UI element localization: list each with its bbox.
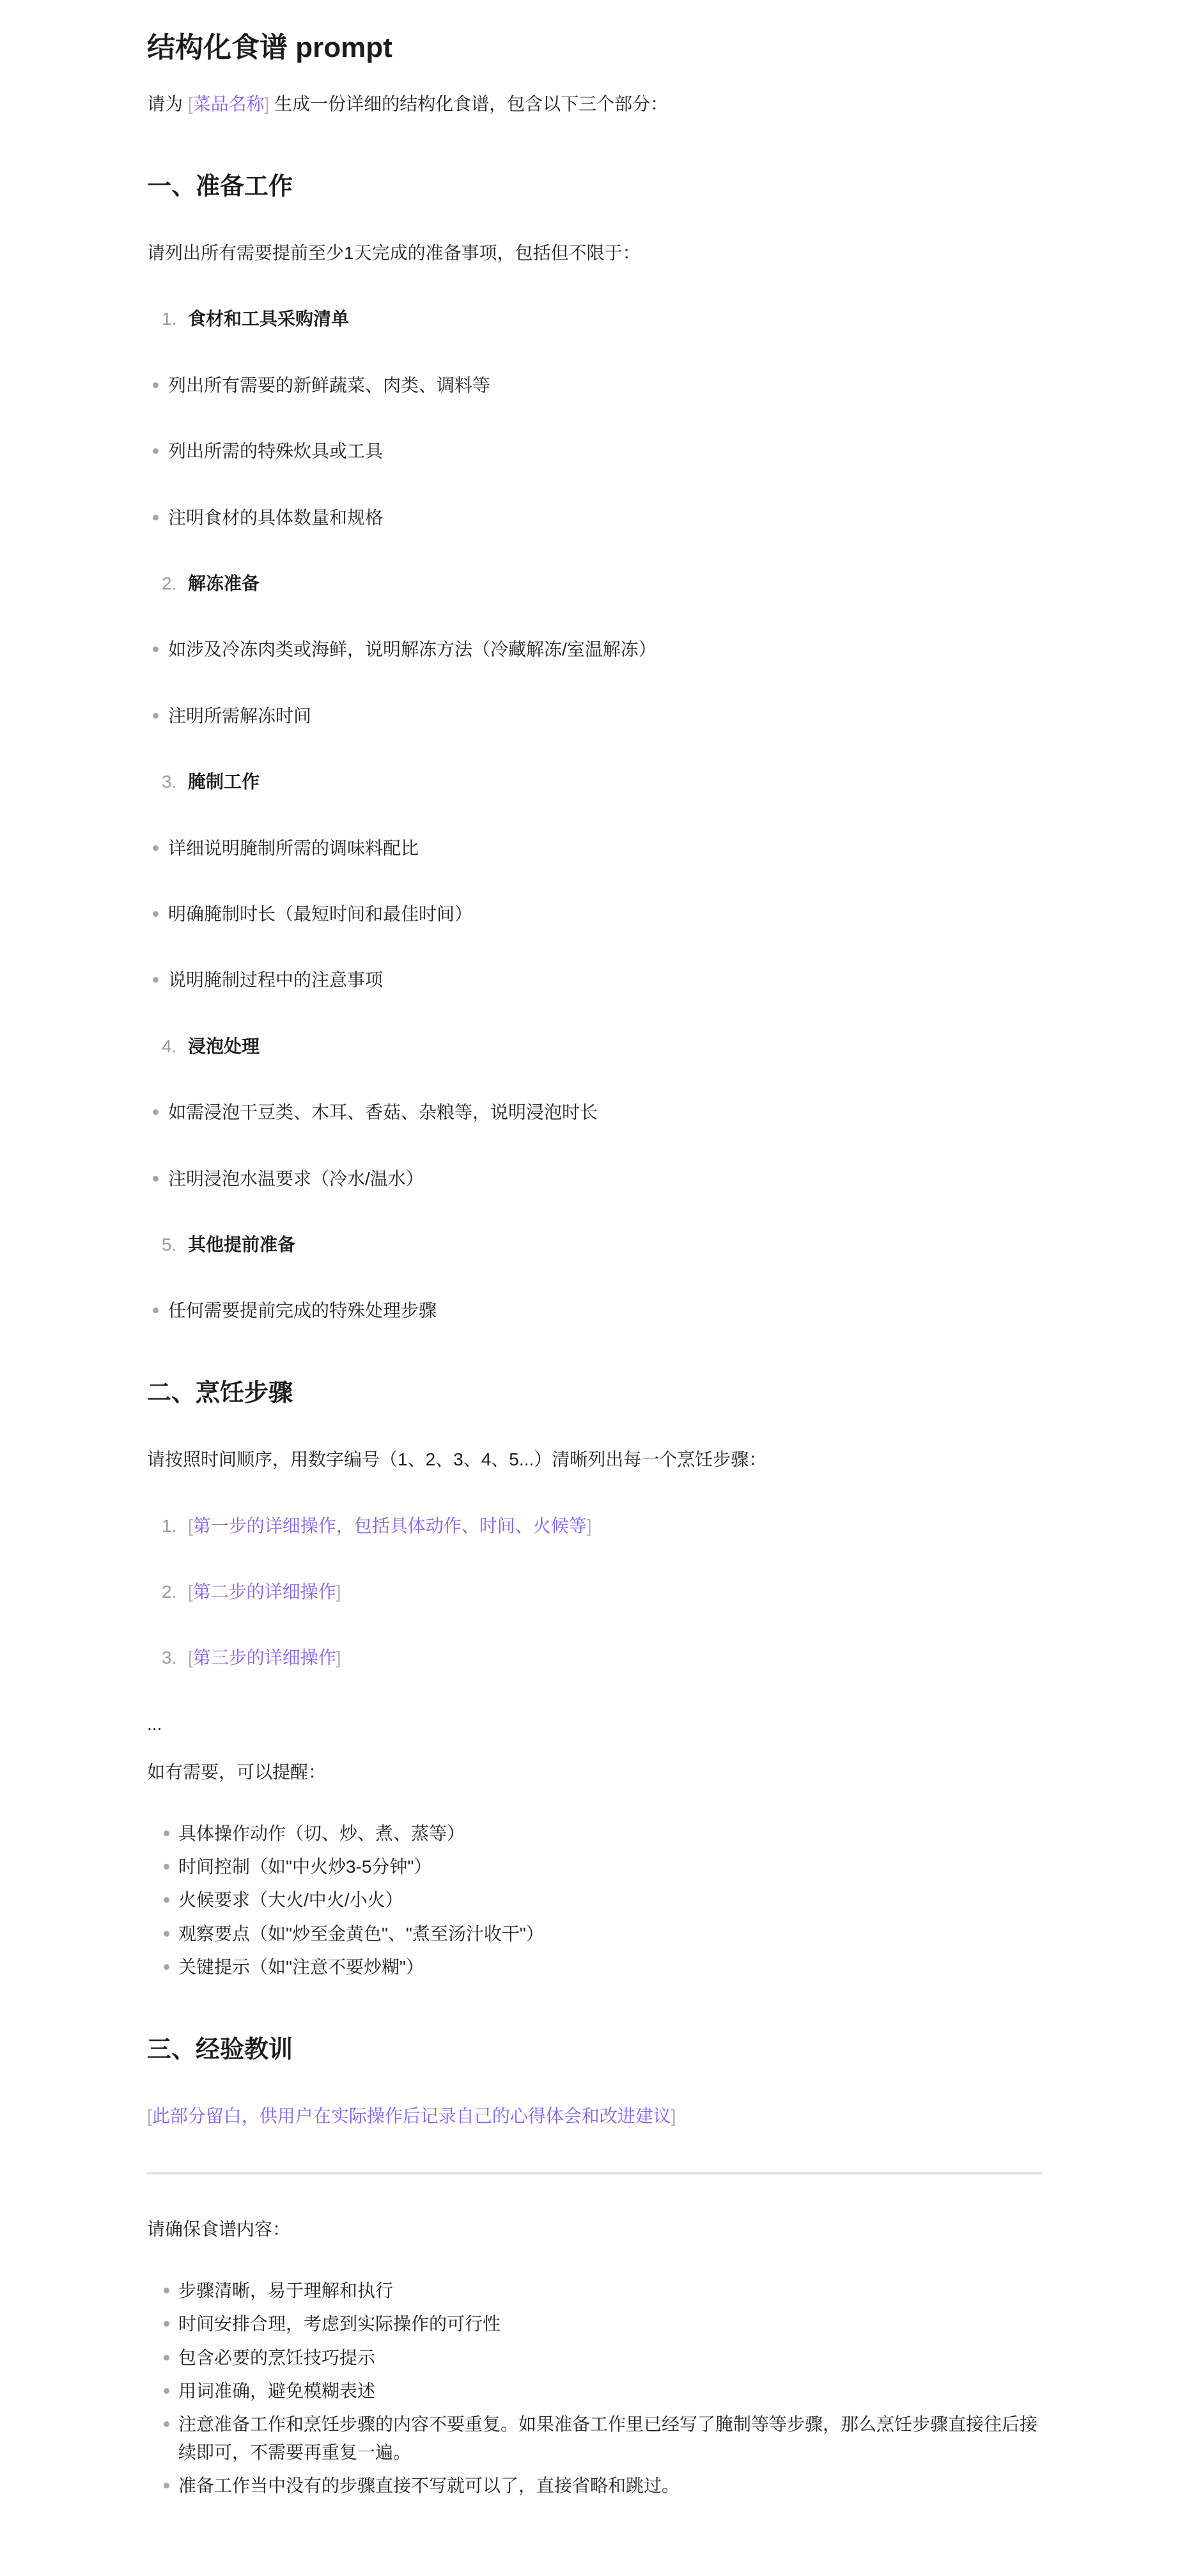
doc-title: 结构化食谱 prompt bbox=[147, 32, 392, 63]
numbered-item bbox=[147, 768, 1042, 795]
lessons-note-paragraph bbox=[147, 2102, 1042, 2130]
prep-bullet-list bbox=[147, 1297, 1042, 1324]
ellipsis-paragraph: ... bbox=[147, 1713, 162, 1734]
footer-lead-paragraph: 请确保食谱内容： bbox=[147, 2219, 291, 2240]
intro-paragraph bbox=[147, 90, 1042, 118]
reminder-item: 时间控制（如"中火炒3-5分钟"） bbox=[147, 1853, 1042, 1880]
numbered-item-marker: 3. bbox=[162, 772, 177, 792]
lessons-open-bracket: [ bbox=[147, 2106, 152, 2127]
bullet-item: 注明所需解冻时间 bbox=[147, 702, 1042, 730]
requirement-list bbox=[147, 2277, 1042, 2500]
bullet-item: 列出所需的特殊炊具或工具 bbox=[147, 437, 1042, 465]
reminder-item: 具体操作动作（切、炒、煮、蒸等） bbox=[147, 1820, 1042, 1847]
step-placeholder: [第一步的详细操作，包括具体动作、时间、火候等] bbox=[188, 1515, 592, 1536]
numbered-item-marker: 1. bbox=[162, 309, 177, 329]
numbered-item bbox=[147, 305, 1042, 332]
bullet-item: 任何需要提前完成的特殊处理步骤 bbox=[147, 1297, 1042, 1324]
bullet-item: 说明腌制过程中的注意事项 bbox=[147, 966, 1042, 994]
numbered-item-title: 食材和工具采购清单 bbox=[188, 309, 350, 329]
lessons-note: 此部分留白，供用户在实际操作后记录自己的心得体会和改进建议 bbox=[152, 2106, 671, 2127]
section-heading-lessons: 三、经验教训 bbox=[147, 2036, 293, 2063]
bullet-item: 注明食材的具体数量和规格 bbox=[147, 504, 1042, 531]
numbered-item bbox=[147, 1033, 1042, 1060]
prep-bullet-list bbox=[147, 834, 1042, 994]
intro-pre: 请为 bbox=[147, 94, 188, 114]
numbered-item-marker: 4. bbox=[162, 1036, 177, 1056]
intro-post: 生成一份详细的结构化食谱，包含以下三个部分： bbox=[269, 94, 669, 114]
step-item bbox=[147, 1512, 1042, 1540]
numbered-item bbox=[147, 1231, 1042, 1258]
requirement-item: 用词准确，避免模糊表述 bbox=[147, 2377, 1042, 2405]
lessons-close-bracket: ] bbox=[671, 2106, 676, 2127]
numbered-item-title: 浸泡处理 bbox=[188, 1036, 260, 1056]
requirement-item: 时间安排合理，考虑到实际操作的可行性 bbox=[147, 2310, 1042, 2338]
requirement-item: 注意准备工作和烹饪步骤的内容不要重复。如果准备工作里已经写了腌制等等步骤，那么烹饪步骤直接往后接续即可，不需要再重复一遍。 bbox=[147, 2410, 1042, 2466]
bullet-item: 如需浸泡干豆类、木耳、香菇、杂粮等，说明浸泡时长 bbox=[147, 1098, 1042, 1126]
bullet-item: 详细说明腌制所需的调味料配比 bbox=[147, 834, 1042, 862]
numbered-item-marker: 3. bbox=[162, 1648, 177, 1668]
reminder-lead-paragraph: 如有需要，可以提醒： bbox=[147, 1762, 327, 1783]
intro-close-bracket: ] bbox=[264, 94, 270, 114]
numbered-item-marker: 1. bbox=[162, 1515, 177, 1536]
bullet-item: 列出所有需要的新鲜蔬菜、肉类、调料等 bbox=[147, 371, 1042, 399]
numbered-item-marker: 2. bbox=[162, 574, 177, 594]
prep-bullet-list bbox=[147, 636, 1042, 730]
requirement-item: 步骤清晰，易于理解和执行 bbox=[147, 2277, 1042, 2304]
numbered-item-marker: 2. bbox=[162, 1582, 177, 1602]
placeholder-dish-name: 菜品名称 bbox=[192, 94, 265, 114]
prep-bullet-list bbox=[147, 371, 1042, 531]
reminder-item: 关键提示（如"注意不要炒糊"） bbox=[147, 1953, 1042, 1981]
bullet-item: 如涉及冷冻肉类或海鲜，说明解冻方法（冷藏解冻/室温解冻） bbox=[147, 636, 1042, 663]
reminder-item: 观察要点（如"炒至金黄色"、"煮至汤汁收干"） bbox=[147, 1920, 1042, 1948]
prep-bullet-list bbox=[147, 1098, 1042, 1192]
section-heading-cooking: 二、烹饪步骤 bbox=[147, 1379, 293, 1407]
requirement-item: 准备工作当中没有的步骤直接不写就可以了，直接省略和跳过。 bbox=[147, 2472, 1042, 2499]
numbered-item-title: 腌制工作 bbox=[188, 772, 260, 792]
cooking-lead-paragraph: 请按照时间顺序，用数字编号（1、2、3、4、5...）清晰列出每一个烹饪步骤： bbox=[147, 1449, 767, 1470]
numbered-item bbox=[147, 570, 1042, 597]
reminder-item: 火候要求（大火/中火/小火） bbox=[147, 1886, 1042, 1914]
numbered-item-title: 解冻准备 bbox=[188, 574, 260, 594]
prep-lead-paragraph: 请列出所有需要提前至少1天完成的准备事项，包括但不限于： bbox=[147, 243, 641, 263]
reminder-list bbox=[147, 1820, 1042, 1981]
bullet-item: 注明浸泡水温要求（冷水/温水） bbox=[147, 1165, 1042, 1192]
divider bbox=[147, 2172, 1042, 2174]
section-heading-prep: 一、准备工作 bbox=[147, 173, 293, 200]
numbered-item-marker: 5. bbox=[162, 1234, 177, 1254]
bullet-item: 明确腌制时长（最短时间和最佳时间） bbox=[147, 900, 1042, 928]
step-placeholder: [第三步的详细操作] bbox=[188, 1648, 341, 1668]
numbered-item-title: 其他提前准备 bbox=[188, 1234, 296, 1254]
requirement-item: 包含必要的烹饪技巧提示 bbox=[147, 2344, 1042, 2371]
intro-open-bracket: [ bbox=[187, 94, 193, 114]
step-placeholder: [第二步的详细操作] bbox=[188, 1582, 341, 1602]
document bbox=[147, 0, 1042, 2576]
step-item bbox=[147, 1578, 1042, 1605]
step-item bbox=[147, 1644, 1042, 1671]
